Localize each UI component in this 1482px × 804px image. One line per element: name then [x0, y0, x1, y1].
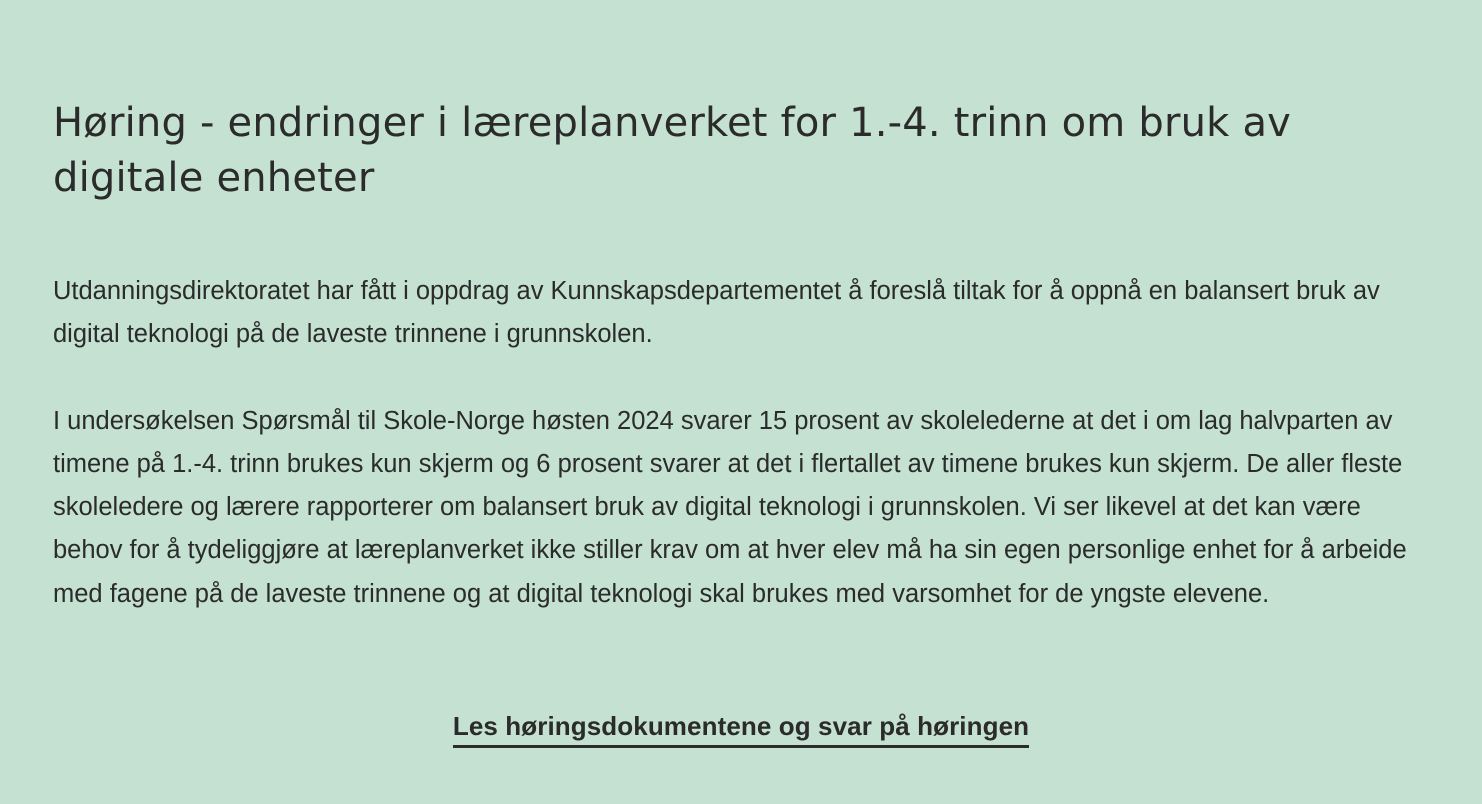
survey-paragraph: I undersøkelsen Spørsmål til Skole-Norge høsten 2024 svarer 15 prosent av skolelederne at det i om lag halvparten av timene på 1.-4. trinn brukes kun skjerm og 6 prosent svarer at det i flertallet av timene brukes kun skjerm. De aller fleste skoleledere og lærere rapporterer om balansert bruk av digital teknologi i grunnskolen. Vi ser likevel at det kan være behov for å tydeliggjøre at læreplanverket ikke stiller krav om at hver elev må ha sin egen personlige enhet for å arbeide med fagene på de laveste trinnene og at digital teknologi skal brukes med varsomhet for de yngste elevene. [53, 406, 1407, 608]
hearing-description [53, 270, 1423, 616]
page-title: Høring - endringer i læreplanverket for 1.-4. trinn om bruk av digitale enheter [53, 100, 1292, 201]
intro-paragraph: Utdanningsdirektoratet har fått i oppdrag av Kunnskapsdepartementet å foreslå tiltak for å oppnå en balansert bruk av digital teknologi på de laveste trinnene i grunnskolen. [53, 277, 1380, 349]
cta-container [0, 711, 1482, 748]
hearing-documents-link[interactable]: Les høringsdokumentene og svar på høringen [453, 711, 1029, 748]
